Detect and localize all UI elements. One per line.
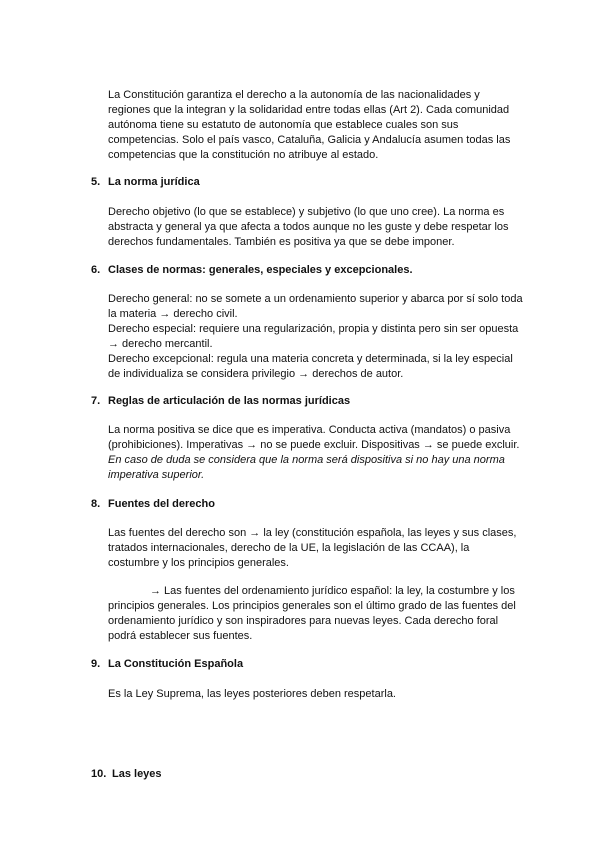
section-heading-7 <box>91 394 350 409</box>
section-title: Las leyes <box>112 768 162 780</box>
text-line: derechos fundamentales. También es positiva ya que se debe imponer. <box>108 236 455 248</box>
section-number: 10. <box>91 768 107 780</box>
section-heading-9 <box>91 657 243 672</box>
text-line: Derecho objetivo (lo que se establece) y subjetivo (lo que uno cree). La norma es <box>108 206 505 218</box>
section-heading-5 <box>91 175 200 190</box>
section-title: La norma jurídica <box>108 176 200 188</box>
text-line: tratados internacionales, derecho de la UE, la legislación de las CCAA), la <box>108 542 470 554</box>
section-8-paragraph <box>108 526 526 571</box>
section-title: Fuentes del derecho <box>108 498 215 510</box>
section-title: Reglas de articulación de las normas jurídicas <box>108 395 351 407</box>
italic-note-line: imperativa superior. <box>108 469 205 481</box>
text-line: La norma positiva se dice que es imperativa. Conducta activa (mandatos) o pasiva <box>108 424 511 436</box>
text-line: de individualiza se considera privilegio → derechos de autor. <box>108 368 404 380</box>
section-6-paragraph <box>108 292 526 382</box>
section-heading-8 <box>91 497 215 512</box>
text-line: abstracta y general ya que afecta a todos aunque no les guste y debe respetar los <box>108 221 509 233</box>
section-number: 9. <box>91 658 101 670</box>
section-title: Clases de normas: generales, especiales y excepcionales. <box>108 264 413 276</box>
intro-paragraph <box>108 88 526 163</box>
text-line: (prohibiciones). Imperativas → no se puede excluir. Dispositivas → se puede excluir. <box>108 439 520 451</box>
section-number: 8. <box>91 498 101 510</box>
text-line: principios generales. Los principios generales son el último grado de las fuentes del <box>108 600 516 612</box>
text-line: costumbre y los principios generales. <box>108 557 289 569</box>
text-line: regiones que la integran y la solidaridad entre todas ellas (Art 2). Cada comunidad <box>108 104 510 116</box>
text-line: podrá establecer sus fuentes. <box>108 630 253 642</box>
section-5-paragraph <box>108 205 526 250</box>
text-line: competencias que la constitución no atribuye al estado. <box>108 149 379 161</box>
text-line: autónoma tiene su estatuto de autonomía que establece cuales son sus <box>108 119 459 131</box>
text-line: La Constitución garantiza el derecho a la autonomía de las nacionalidades y <box>108 89 480 101</box>
text-line: la materia → derecho civil. <box>108 308 238 320</box>
text-line: → derecho mercantil. <box>108 338 213 350</box>
text-line: Derecho excepcional: regula una materia concreta y determinada, si la ley especial <box>108 353 513 365</box>
text-line: ordenamiento jurídico y son inspiradores para nuevas leyes. Cada derecho foral <box>108 615 499 627</box>
text-line: Las fuentes del derecho son → la ley (constitución española, las leyes y sus clases, <box>108 527 517 539</box>
text-line: Es la Ley Suprema, las leyes posteriores deben respetarla. <box>108 688 396 700</box>
italic-note-line: En caso de duda se considera que la norma será dispositiva si no hay una norma <box>108 454 505 466</box>
section-title: La Constitución Española <box>108 658 244 670</box>
section-heading-10 <box>91 767 162 782</box>
section-9-paragraph <box>108 687 526 702</box>
section-number: 7. <box>91 395 101 407</box>
section-number: 5. <box>91 176 101 188</box>
text-line: Derecho general: no se somete a un ordenamiento superior y abarca por sí solo toda <box>108 293 523 305</box>
text-line: Derecho especial: requiere una regularización, propia y distinta pero sin ser opuesta <box>108 323 519 335</box>
section-8-paragraph-2 <box>108 584 526 644</box>
section-heading-6 <box>91 263 413 278</box>
section-7-paragraph <box>108 423 526 483</box>
text-line: → Las fuentes del ordenamiento jurídico español: la ley, la costumbre y los <box>150 585 515 597</box>
section-number: 6. <box>91 264 101 276</box>
text-line: competencias. Solo el país vasco, Cataluña, Galicia y Andalucía asumen todas las <box>108 134 511 146</box>
